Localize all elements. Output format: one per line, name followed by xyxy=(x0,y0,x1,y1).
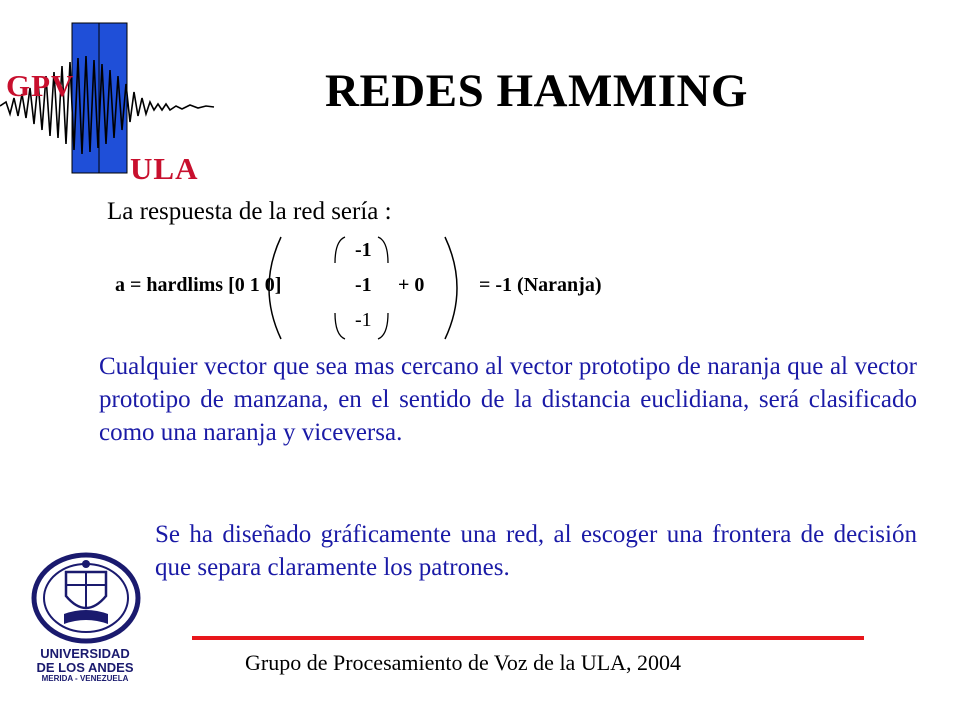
logo-ula-text: ULA xyxy=(130,151,199,186)
equation-bias: + 0 xyxy=(398,274,425,296)
gpv-ula-logo xyxy=(0,18,220,186)
university-name-line1: UNIVERSIDAD xyxy=(40,646,130,661)
intro-text: La respuesta de la red sería : xyxy=(107,198,392,225)
footer-text: Grupo de Procesamiento de Voz de la ULA, 2004 xyxy=(245,650,682,675)
equation-result: = -1 (Naranja) xyxy=(479,274,602,296)
explanation-paragraph: Cualquier vector que sea mas cercano al vector prototipo de naranja que al vector prototipo de manzana, en el sentido de la distancia euclidiana, será clasificado como una naranja y viceversa. xyxy=(99,353,917,446)
vector-entry: -1 xyxy=(355,239,372,261)
page-title: REDES HAMMING xyxy=(325,65,748,117)
university-location: MERIDA - VENEZUELA xyxy=(41,674,129,683)
logo-gpv-text: GPV xyxy=(6,68,75,103)
equation-lhs: a = hardlims [0 1 0] xyxy=(115,274,282,296)
conclusion-paragraph: Se ha diseñado gráficamente una red, al escoger una frontera de decisión que separa claramente los patrones. xyxy=(155,521,917,581)
vector-entry: -1 xyxy=(355,309,372,331)
university-seal-icon xyxy=(30,552,142,644)
vector-entry: -1 xyxy=(355,274,372,296)
footer-divider xyxy=(192,636,864,640)
university-name-line2: DE LOS ANDES xyxy=(36,660,134,675)
